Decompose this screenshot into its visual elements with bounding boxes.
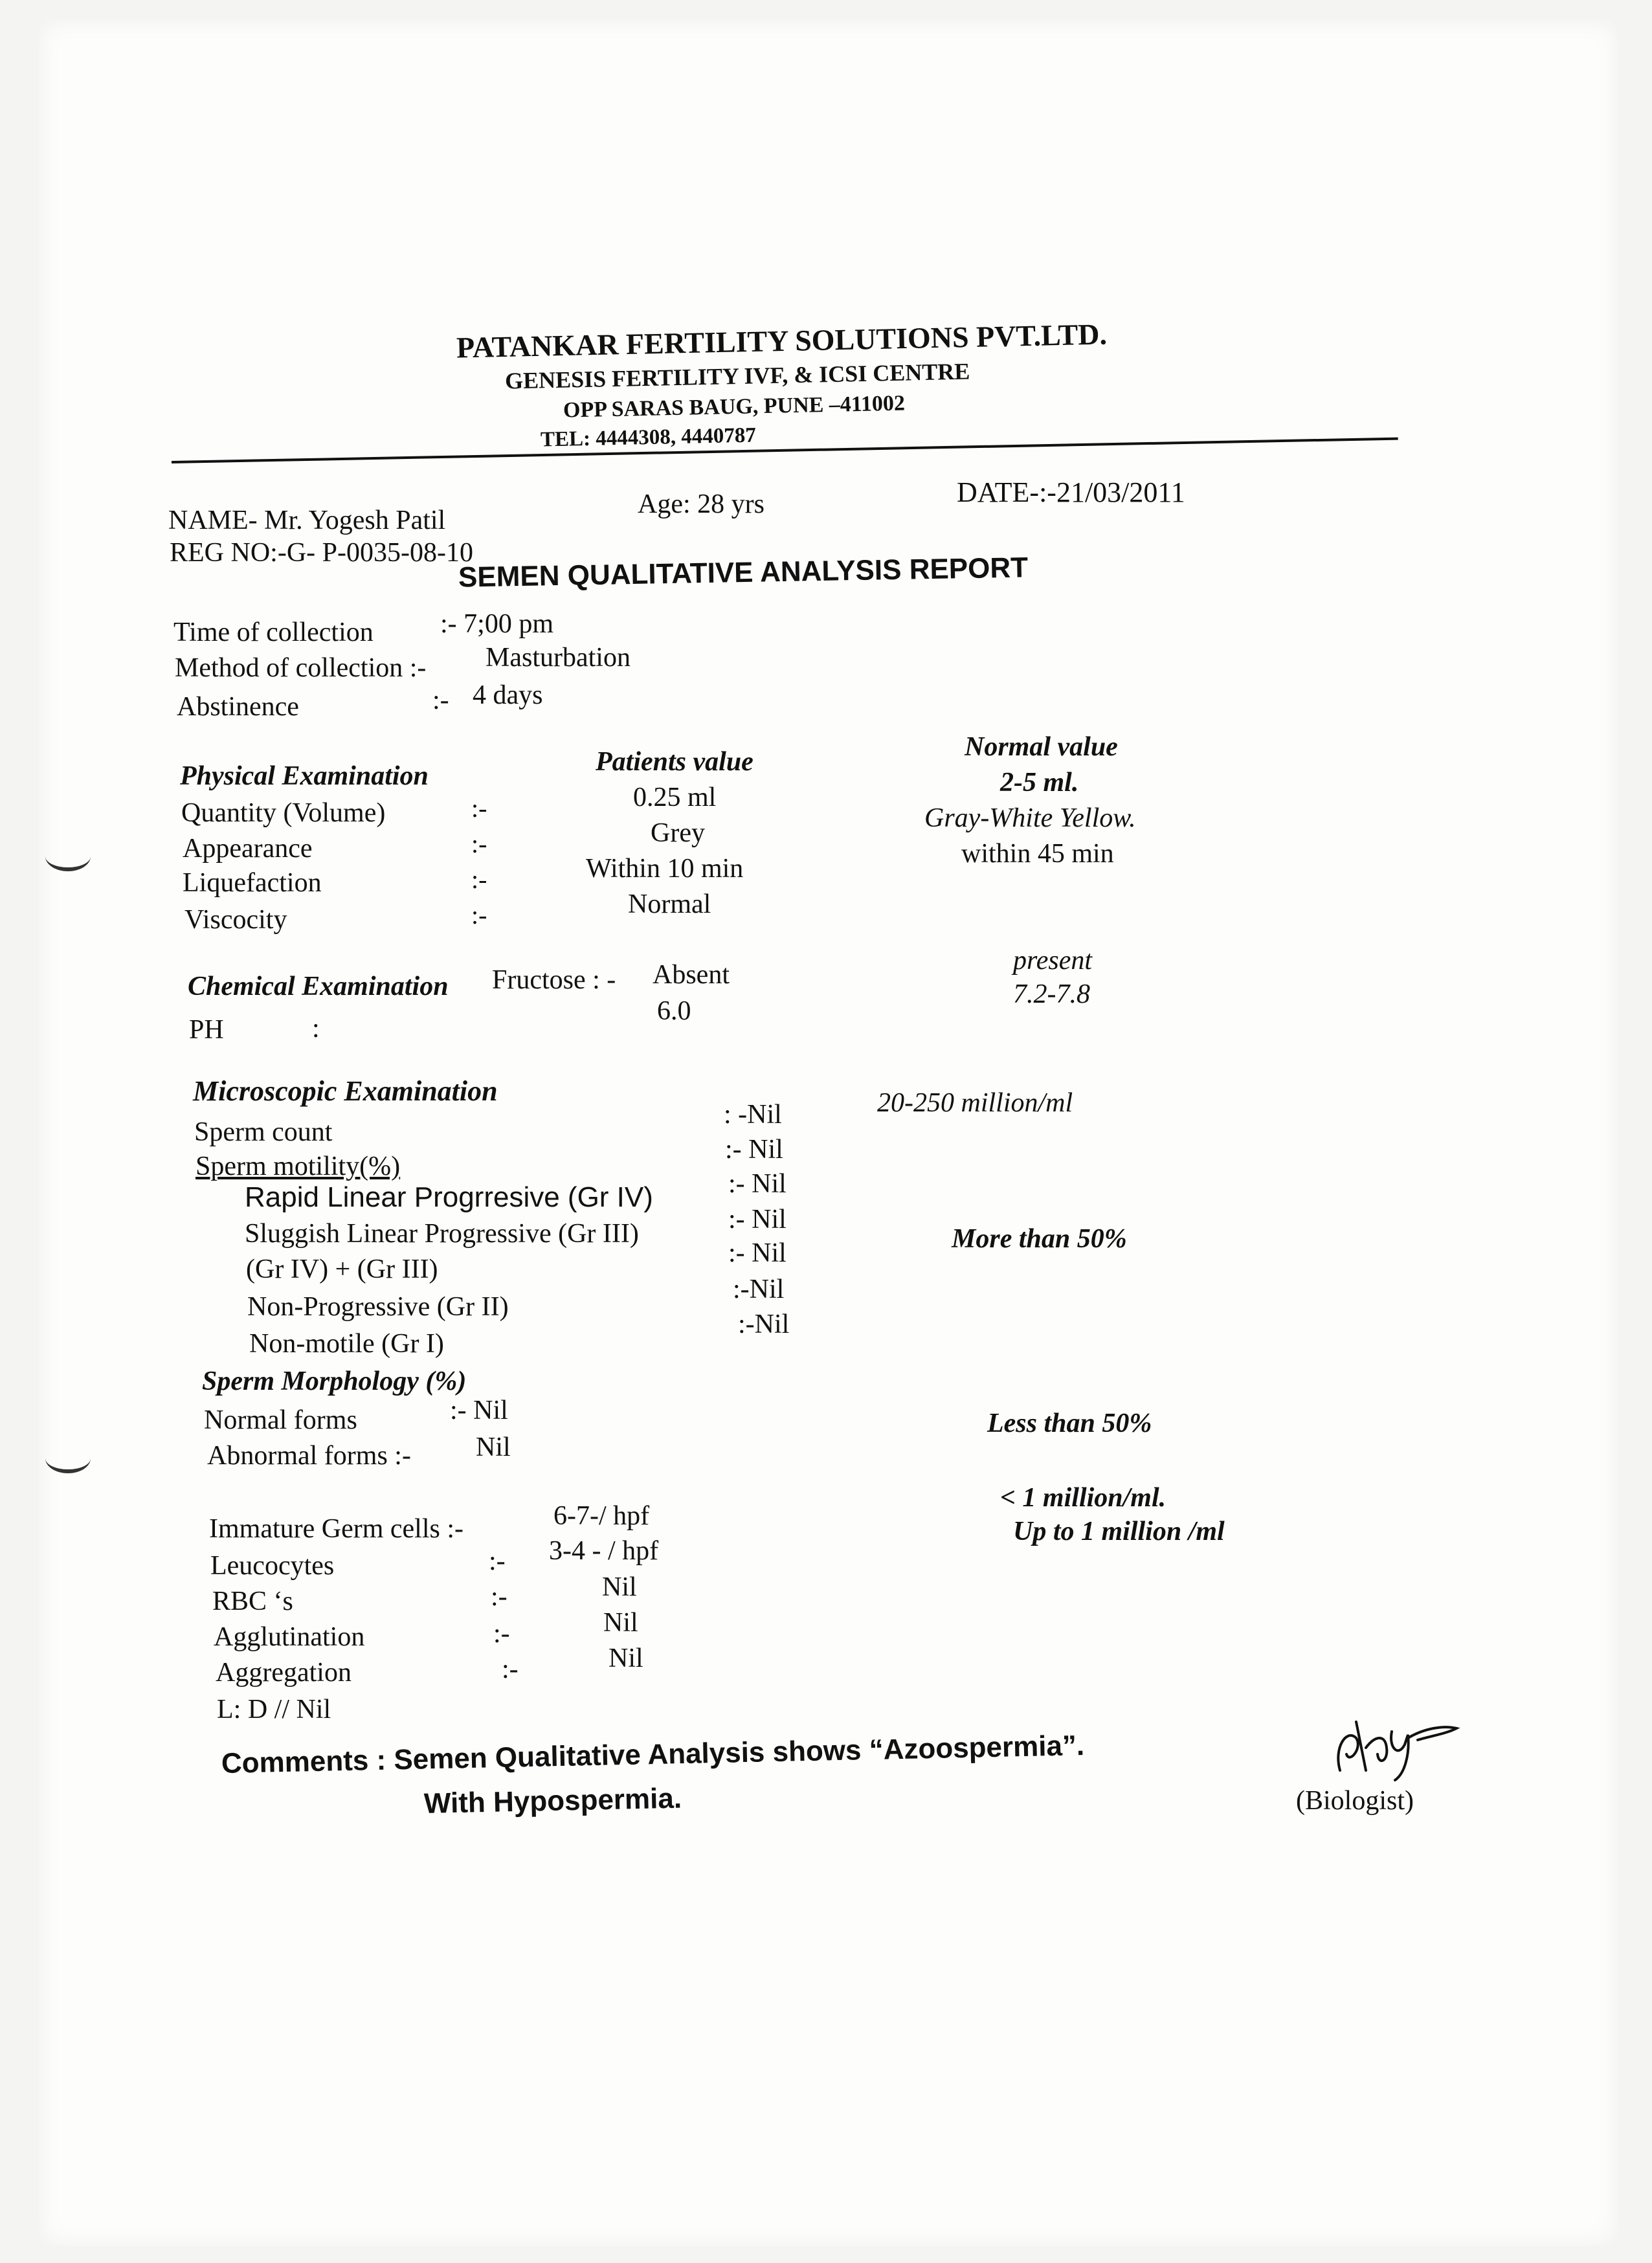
liquefaction-value: Within 10 min [586, 854, 744, 884]
biologist-label: (Biologist) [1296, 1786, 1414, 1816]
viscocity-separator: :- [471, 900, 487, 930]
biologist-signature [1327, 1709, 1469, 1787]
quantity-value: 0.25 ml [633, 783, 717, 812]
grade-iv-plus-iii-label: (Gr IV) + (Gr III) [246, 1254, 438, 1284]
non-progressive-label: Non-Progressive (Gr II) [247, 1292, 509, 1322]
aggregation-separator: :- [502, 1655, 519, 1684]
company-address: OPP SARAS BAUG, PUNE –411002 [563, 391, 906, 423]
agglutination-value: Nil [603, 1608, 638, 1638]
rapid-linear-progressive-value: :- Nil [728, 1169, 787, 1199]
chemical-examination-heading: Chemical Examination [188, 972, 449, 1001]
appearance-value: Grey [651, 818, 705, 848]
viscocity-value: Normal [628, 889, 711, 919]
centre-name: GENESIS FERTILITY IVF, & ICSI CENTRE [504, 358, 970, 394]
rbc-separator: :- [491, 1582, 508, 1612]
ph-label: PH [189, 1015, 224, 1045]
ld-ratio: L: D // Nil [217, 1695, 331, 1724]
abnormal-forms-normal: Less than 50% [987, 1409, 1152, 1438]
abstinence-value: 4 days [473, 680, 543, 710]
abstinence-separator: :- [432, 686, 449, 715]
rbc-label: RBC ‘s [212, 1587, 293, 1616]
grade-iv-plus-iii-value: :- Nil [728, 1238, 787, 1268]
fructose-label: Fructose : - [492, 965, 616, 995]
appearance-normal: Gray-White Yellow. [924, 803, 1136, 833]
ph-value: 6.0 [657, 996, 691, 1026]
sperm-motility-label: Sperm motility(%) [195, 1152, 401, 1181]
non-motile-value: :-Nil [738, 1310, 790, 1339]
company-name: PATANKAR FERTILITY SOLUTIONS PVT.LTD. [456, 317, 1108, 364]
ph-separator: : [312, 1014, 320, 1043]
immature-germ-cells-normal: < 1 million/ml. [1000, 1483, 1166, 1513]
grade-iv-plus-iii-normal: More than 50% [952, 1224, 1127, 1254]
leucocytes-value: 3-4 - / hpf [549, 1536, 659, 1566]
microscopic-examination-heading: Microscopic Examination [193, 1075, 498, 1107]
aggregation-value: Nil [608, 1644, 643, 1673]
method-of-collection-label: Method of collection :- [175, 653, 427, 683]
sperm-count-normal: 20-250 million/ml [877, 1088, 1073, 1118]
leucocytes-label: Leucocytes [210, 1551, 335, 1581]
report-date: DATE-:-21/03/2011 [957, 476, 1185, 508]
normal-forms-label: Normal forms [204, 1405, 357, 1435]
comments-line-1: Comments : Semen Qualitative Analysis shows “Azoospermia”. [221, 1730, 1085, 1779]
sperm-motility-value: :- Nil [725, 1135, 783, 1165]
quantity-separator: :- [471, 794, 487, 823]
comments-line-2: With Hypospermia. [423, 1782, 682, 1820]
appearance-label: Appearance [183, 834, 313, 864]
leucocytes-normal: Up to 1 million /ml [1013, 1517, 1225, 1546]
method-of-collection-value: Masturbation [486, 643, 631, 673]
normal-value-heading: Normal value [965, 732, 1118, 762]
punch-hole-mark [45, 1444, 91, 1473]
normal-forms-value: :- Nil [450, 1396, 508, 1425]
sperm-count-value: : -Nil [724, 1100, 782, 1130]
leucocytes-separator: :- [489, 1546, 506, 1576]
sluggish-linear-progressive-label: Sluggish Linear Progressive (Gr III) [245, 1219, 639, 1249]
quantity-label: Quantity (Volume) [181, 798, 386, 828]
liquefaction-normal: within 45 min [961, 839, 1114, 869]
liquefaction-separator: :- [471, 865, 487, 894]
sperm-morphology-heading: Sperm Morphology (%) [202, 1366, 467, 1396]
non-motile-label: Non-motile (Gr I) [249, 1329, 444, 1359]
abstinence-label: Abstinence [177, 692, 299, 722]
viscocity-label: Viscocity [184, 905, 287, 935]
abnormal-forms-label: Abnormal forms :- [207, 1441, 411, 1471]
liquefaction-label: Liquefaction [183, 868, 322, 898]
appearance-separator: :- [471, 829, 487, 858]
agglutination-separator: :- [493, 1619, 510, 1649]
physical-examination-heading: Physical Examination [180, 761, 429, 791]
patient-age: Age: 28 yrs [638, 489, 765, 519]
time-of-collection-label: Time of collection [173, 618, 374, 647]
patient-name: NAME- Mr. Yogesh Patil [168, 506, 446, 535]
agglutination-label: Agglutination [214, 1622, 365, 1652]
fructose-value: Absent [653, 960, 730, 990]
patients-value-heading: Patients value [596, 747, 753, 777]
immature-germ-cells-label: Immature Germ cells :- [209, 1514, 464, 1544]
company-telephone: TEL: 4444308, 4440787 [540, 423, 757, 452]
immature-germ-cells-value: 6-7-/ hpf [553, 1501, 650, 1531]
report-title: SEMEN QUALITATIVE ANALYSIS REPORT [458, 552, 1029, 594]
rapid-linear-progressive-label: Rapid Linear Progrresive (Gr IV) [245, 1181, 653, 1213]
fructose-normal: present [1013, 946, 1093, 975]
time-of-collection-value: :- 7;00 pm [440, 609, 553, 639]
quantity-normal: 2-5 ml. [1000, 768, 1079, 797]
ph-normal: 7.2-7.8 [1013, 979, 1090, 1009]
registration-number: REG NO:-G- P-0035-08-10 [170, 538, 473, 568]
non-progressive-value: :-Nil [733, 1275, 785, 1304]
punch-hole-mark [45, 842, 91, 871]
aggregation-label: Aggregation [216, 1658, 352, 1688]
abnormal-forms-value: Nil [476, 1432, 511, 1462]
sluggish-linear-progressive-value: :- Nil [728, 1205, 787, 1234]
rbc-value: Nil [602, 1572, 637, 1602]
sperm-count-label: Sperm count [194, 1117, 333, 1147]
